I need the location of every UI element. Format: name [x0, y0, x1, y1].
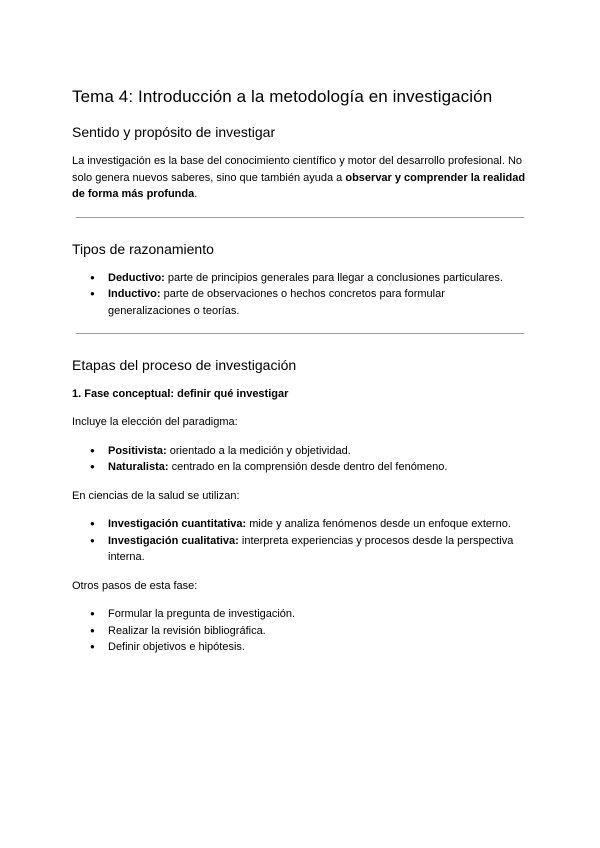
list-item-text: Formular la pregunta de investigación. — [108, 608, 296, 621]
list-item — [90, 286, 528, 319]
page-title: Tema 4: Introducción a la metodología en investigación — [72, 87, 493, 106]
list-item — [90, 533, 528, 566]
list-item-term: Investigación cualitativa: — [108, 534, 239, 547]
list-item — [90, 516, 528, 533]
list-item-desc: parte de principios generales para llegar a conclusiones particulares. — [164, 271, 503, 284]
list-item-desc: interpreta experiencias y procesos desde la perspectiva interna. — [108, 534, 514, 564]
section-heading-reasoning: Tipos de razonamiento — [72, 240, 214, 257]
bullet-icon: ● — [90, 625, 95, 635]
purpose-text-end: . — [194, 188, 198, 201]
list-item — [90, 639, 528, 656]
bullet-icon: ● — [90, 609, 95, 619]
subheading-conceptual-phase: 1. Fase conceptual: definir qué investigar — [72, 387, 289, 400]
bullet-icon: ● — [90, 519, 95, 529]
bullet-icon: ● — [90, 642, 95, 652]
health-list — [72, 516, 528, 566]
section-divider — [76, 217, 524, 218]
section-divider — [76, 333, 524, 334]
list-item-term: Inductivo: — [108, 288, 161, 301]
list-item — [90, 459, 528, 476]
steps-list — [72, 606, 528, 656]
bullet-icon: ● — [90, 272, 95, 282]
reasoning-list — [72, 270, 528, 320]
paradigm-list — [72, 443, 528, 476]
list-item-term: Investigación cuantitativa: — [108, 518, 247, 531]
list-item-term: Deductivo: — [108, 271, 165, 284]
purpose-text: La investigación es la base del conocimiento científico y motor del desarrollo profesional. No solo genera nuevos saberes, sino que también ayuda a — [72, 155, 523, 184]
section-heading-purpose: Sentido y propósito de investigar — [72, 124, 276, 141]
bullet-icon: ● — [90, 289, 95, 299]
list-item-desc: orientado a la medición y objetividad. — [166, 444, 351, 457]
list-item — [90, 270, 528, 287]
list-item-desc: mide y analiza fenómenos desde un enfoque externo. — [246, 518, 511, 531]
list-item-term: Positivista: — [108, 444, 167, 457]
bullet-icon: ● — [90, 535, 95, 545]
list-item — [90, 623, 528, 640]
document-body — [72, 86, 528, 668]
purpose-bold-text: observar y comprender la realidad de forma más profunda — [72, 171, 526, 201]
list-item-desc: parte de observaciones o hechos concretos para formular generalizaciones o teorías. — [108, 288, 445, 317]
list-item-desc: centrado en la comprensión desde dentro del fenómeno. — [168, 461, 448, 474]
paradigm-intro: Incluye la elección del paradigma: — [72, 416, 238, 429]
purpose-paragraph — [72, 153, 528, 203]
list-item-text: Definir objetivos e hipótesis. — [108, 641, 245, 654]
steps-intro: Otros pasos de esta fase: — [72, 579, 198, 592]
bullet-icon: ● — [90, 462, 95, 472]
health-intro: En ciencias de la salud se utilizan: — [72, 489, 240, 502]
list-item-text: Realizar la revisión bibliográfica. — [108, 624, 266, 637]
bullet-icon: ● — [90, 445, 95, 455]
list-item-term: Naturalista: — [108, 461, 169, 474]
list-item — [90, 443, 528, 460]
list-item — [90, 606, 528, 623]
section-heading-stages: Etapas del proceso de investigación — [72, 357, 297, 374]
